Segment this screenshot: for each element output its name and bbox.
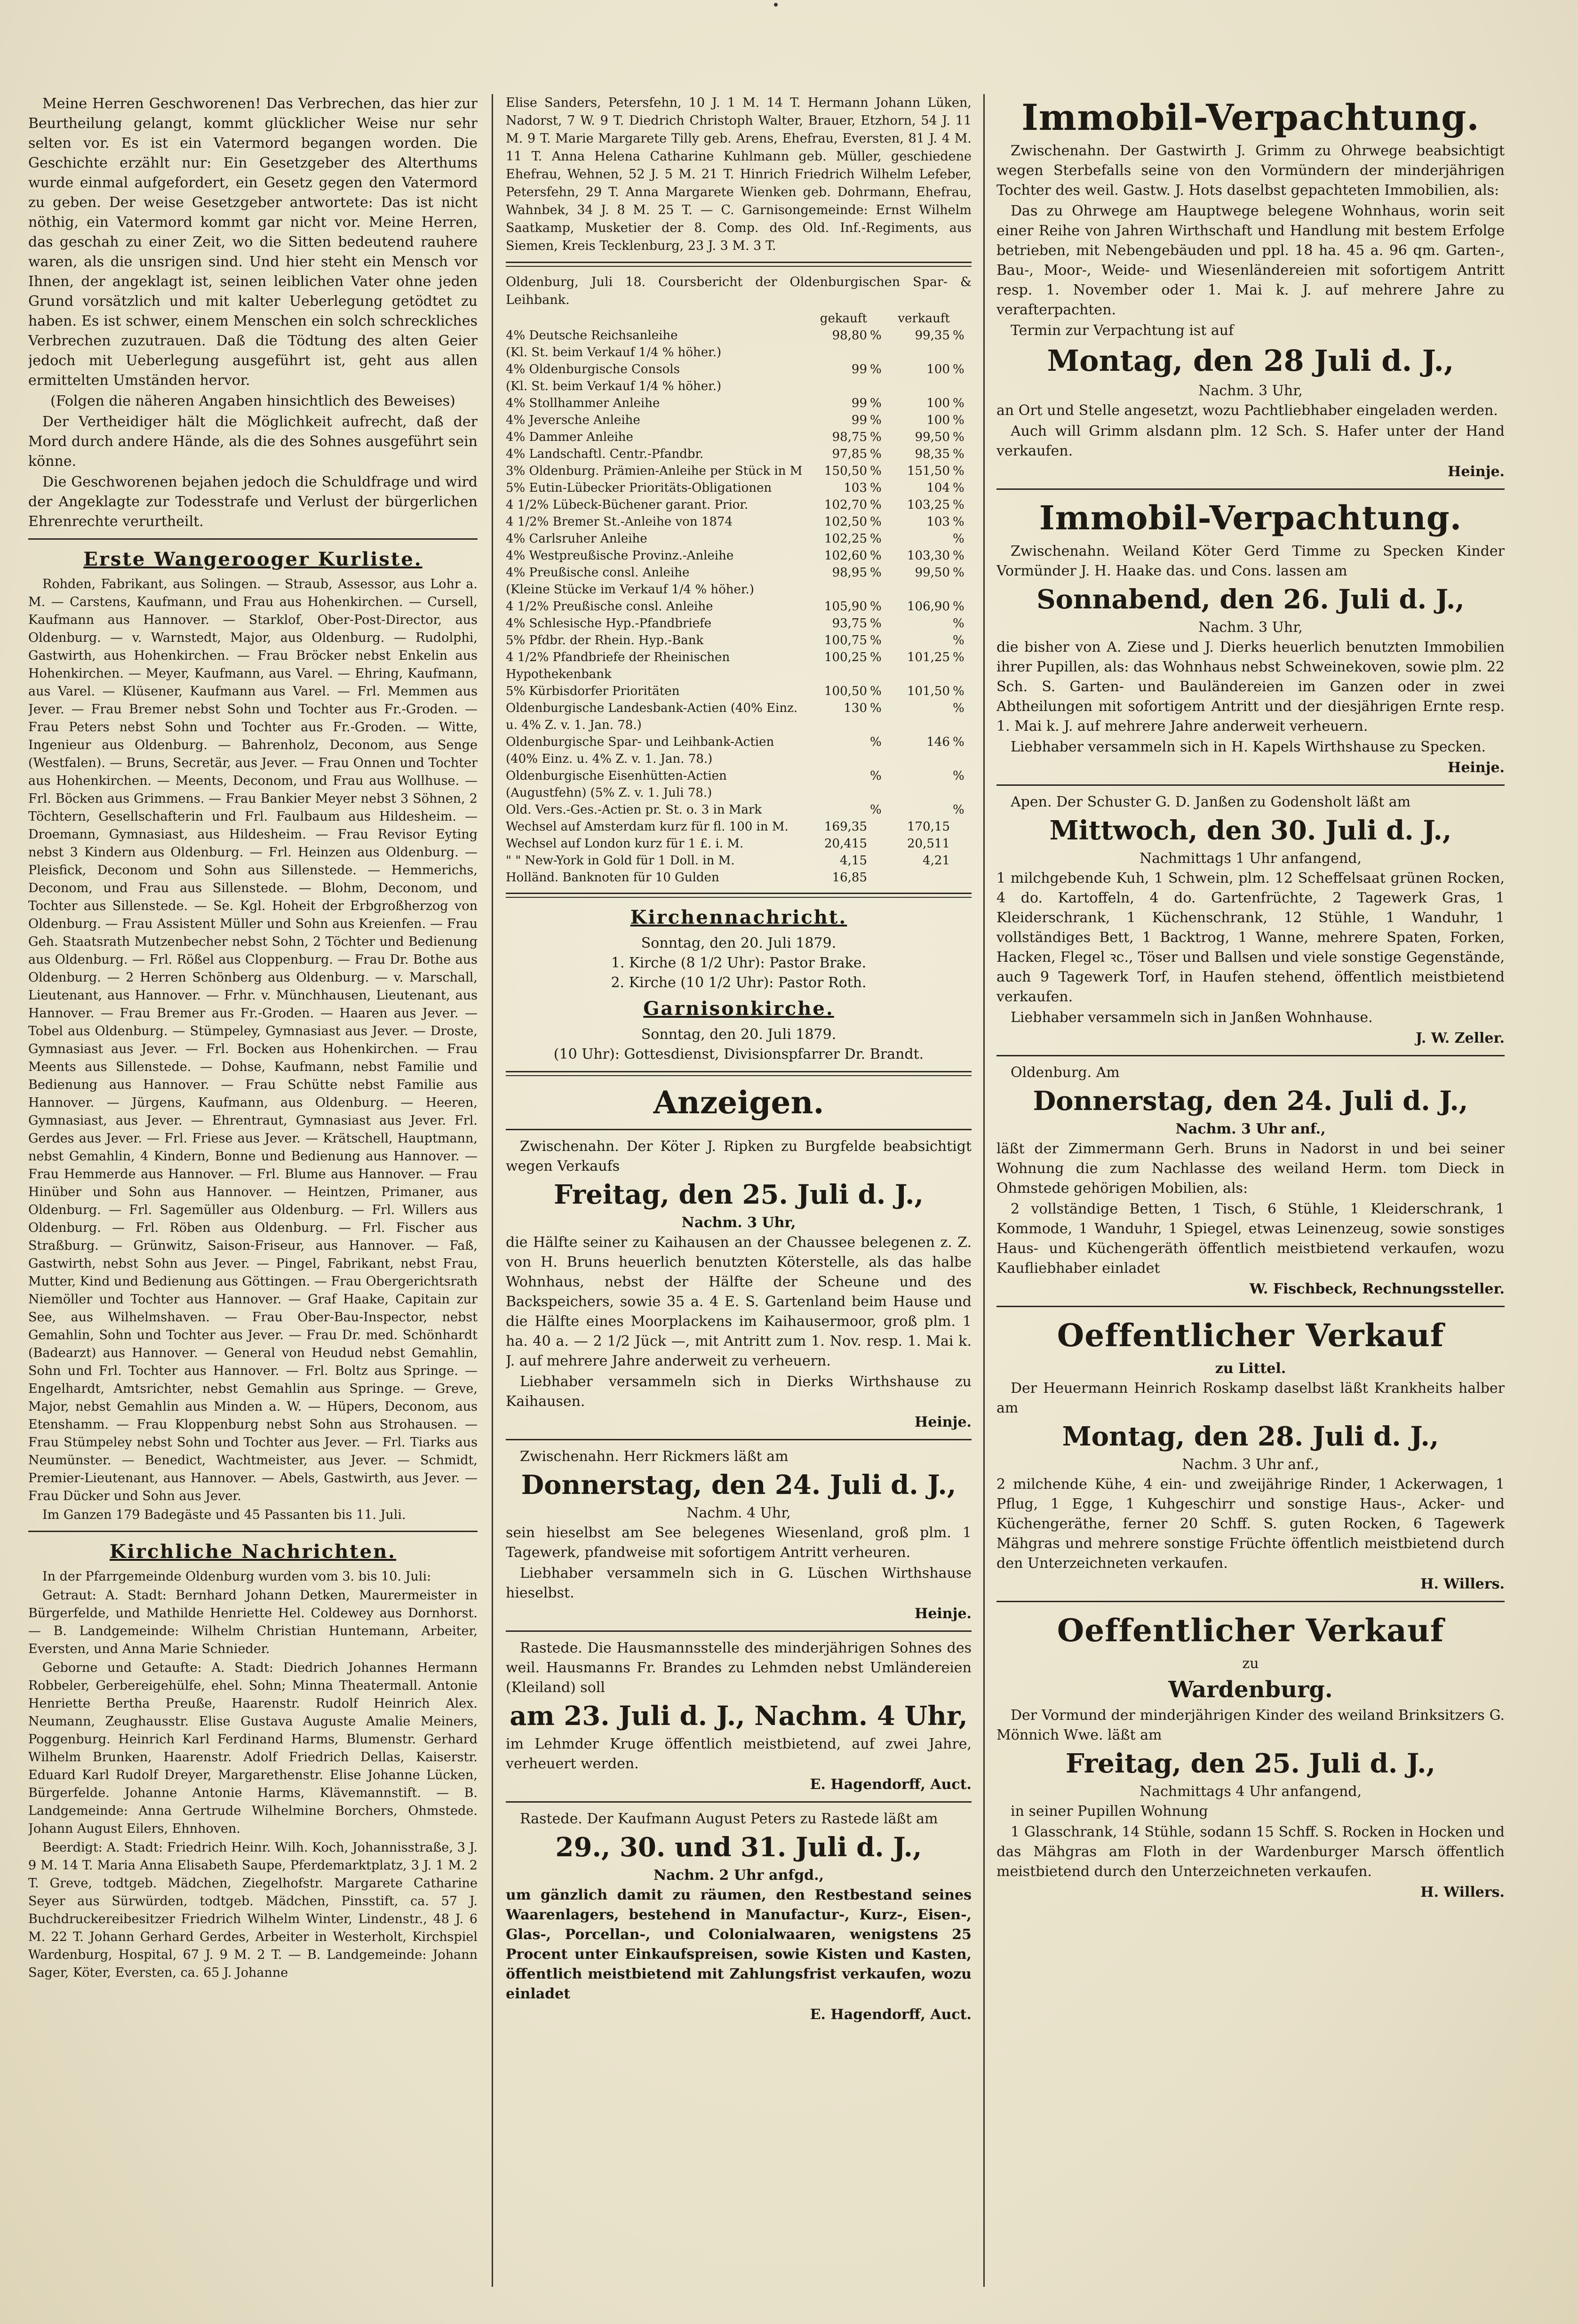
divider (996, 1306, 1505, 1307)
kursbericht-row (506, 683, 972, 700)
trial-note: (Folgen die näheren Angaben hinsichtlich des Beweises) (50, 393, 455, 409)
kirche-continued: Elise Sanders, Petersfehn, 10 J. 1 M. 14 T. Hermann Johann Lüken, Nadorst, 7 W. 9 T. Diedrich Christoph Walter, Brauer, Etzhorn, 54 J. 11 M. 9 T. Marie Margarete Tilly geb. Arens, Ehefrau, Eversten, 81 J. 4 M. 11 T. Anna Helena Catharine Kuhlmann geb. Müller, geschiedene Ehefrau, Wehnen, 52 J. 5 M. 21 T. Hinrich Friedrich Wilhelm Lefeber, Petersfehn, 29 T. Anna Margarete Wienken geb. Dohrmann, Ehefrau, Wahnbek, 34 J. 8 M. 25 T. — C. Garnisongemeinde: Ernst Wilhelm Saatkamp, Musketier der 8. Comp. des Old. Inf.-Regiments, aus Siemen, Kreis Tecklenburg, 23 J. 3 M. 3 T. (506, 96, 972, 253)
ov2-sub2: Wardenburg. (1168, 1677, 1333, 1703)
kursbericht-row (506, 479, 972, 496)
kursbericht-row (506, 598, 972, 615)
price-gekauft: 99 (851, 396, 867, 410)
kursbericht-row (506, 700, 972, 734)
unit: % (953, 549, 964, 563)
apen-signature: J. W. Zeller. (1415, 1030, 1505, 1046)
ov1-signature: H. Willers. (1420, 1576, 1505, 1592)
ad2-body2: Liebhaber versammeln sich in G. Lüschen Wirthshause hieselbst. (506, 1565, 972, 1601)
ad1-signature: Heinje. (914, 1414, 972, 1430)
unit: % (953, 599, 964, 614)
divider (996, 1055, 1505, 1056)
unit: % (953, 413, 964, 427)
price-verkauft: 4,21 (923, 854, 950, 868)
unit: % (870, 464, 882, 478)
kirche-beerdigt: Beerdigt: A. Stadt: Friedrich Heinr. Wilh. Koch, Johannisstraße, 3 J. 9 M. 14 T. Maria Anna Elisabeth Saupe, Pferdemarktplatz, 3 J. 1 M. 2 T. Greve, todtgeb. Mädchen, Ziegelhofstr. Margarete Catharine Seyer aus Sürwürden, todtgeb. Mädchen, Pinsstift, ca. 57 J. Buchdruckereibesitzer Friedrich Wilhelm Winter, Lindenstr., 48 J. 6 M. 22 T. Johann Gerhard Gerdes, Arbeiter in Westerholt, Kirchspiel Wardenburg, Hospital, 67 J. 9 M. 2 T. — B. Landgemeinde: Johann Sager, Köter, Eversten, ca. 65 J. Johanne (28, 1840, 478, 1980)
price-gekauft: 4,15 (840, 854, 867, 868)
unit: % (870, 362, 882, 376)
kurliste-title: Erste Wangerooger Kurliste. (83, 548, 422, 570)
unit: % (870, 515, 882, 529)
kursbericht-row (506, 446, 972, 463)
price-verkauft: 146 (926, 735, 950, 749)
imm1-date: Montag, den 28 Juli d. J., (1047, 343, 1454, 378)
kurliste-total: Im Ganzen 179 Badegäste und 45 Passanten bis 11. Juli. (42, 1508, 406, 1522)
imm1-body: Das zu Ohrwege am Hauptwege belegene Wohnhaus, worin seit einer Reihe von Jahren Wirthschaft und Handlung mit bestem Erfolge betrieben, mit Nebengebäuden und ppl. 18 ha. 45 a. 96 qm. Garten-, Bau-, Moor-, Weide- und Wiesenländereien mit sofortigem Antritt resp. 1. November oder 1. Mai k. J. auf mehrere Jahre zu verafterpachten. (996, 203, 1505, 318)
old-intro: Oldenburg. Am (1011, 1064, 1120, 1081)
ad1-body2: Liebhaber versammeln sich in Dierks Wirthshause zu Kaihausen. (506, 1374, 972, 1410)
security-name: 4 1/2% Bremer St.-Anleihe von 1874 (506, 515, 733, 529)
price-gekauft: 169,35 (824, 820, 867, 834)
kursbericht-row (506, 767, 972, 801)
price-verkauft: 103,25 (907, 498, 950, 512)
divider (506, 262, 972, 267)
ov2-intro: Der Vormund der minderjährigen Kinder des weiland Brinksitzers G. Mönnich Wwe. läßt am (996, 1707, 1505, 1743)
column-middle (506, 94, 972, 2296)
anzeigen-title: Anzeigen. (653, 1084, 824, 1121)
price-verkauft (889, 530, 950, 547)
ov2-date: Freitag, den 25. Juli d. J., (1066, 1748, 1435, 1779)
apen-date: Mittwoch, den 30. Juli d. J., (1049, 815, 1452, 846)
kirchennachricht-title: Kirchennachricht. (630, 906, 847, 928)
price-gekauft: 99 (851, 413, 867, 427)
price-verkauft: 106,90 (907, 599, 950, 614)
trial-paragraph-2: Der Vertheidiger hält die Möglichkeit aufrecht, daß der Mord durch andere Hände, als die des Sohnes ausgeführt sein könne. (28, 414, 478, 470)
unit (867, 852, 889, 869)
divider (506, 893, 972, 898)
price-gekauft: 20,415 (824, 837, 867, 851)
kursbericht-row (506, 649, 972, 683)
unit: % (953, 684, 964, 698)
unit (867, 378, 889, 395)
unit: % (953, 481, 964, 495)
unit: % (870, 566, 882, 580)
security-name: 4% Westpreußische Provinz.-Anleihe (506, 549, 734, 563)
price-verkauft (889, 801, 950, 818)
security-name: 5% Kürbisdorfer Prioritäten (506, 684, 680, 698)
security-name: 4 1/2% Lübeck-Büchener garant. Prior. (506, 498, 749, 512)
security-name: Oldenburgische Spar- und Leihbank-Actien (40% Einz. u. 4% Z. v. 1. Jan. 78.) (506, 735, 774, 766)
unit (950, 818, 972, 835)
gk-line-1: Sonntag, den 20. Juli 1879. (641, 1026, 837, 1043)
security-name: 5% Eutin-Lübecker Prioritäts-Obligationen (506, 481, 772, 495)
column-rule-2 (983, 94, 985, 2287)
divider (996, 488, 1505, 490)
price-verkauft: 101,50 (907, 684, 950, 698)
price-verkauft (889, 581, 950, 598)
price-gekauft: 16,85 (832, 871, 867, 885)
ad2-body: sein hieselbst am See belegenes Wiesenland, groß plm. 1 Tagewerk, pfandweise mit sofortigem Antritt verheuren. (506, 1525, 972, 1561)
kursbericht-row (506, 818, 972, 835)
unit (867, 344, 889, 361)
kirche-geborne: Geborne und Getaufte: A. Stadt: Diedrich Johannes Hermann Robbeler, Gerbereigehülfe, ehel. Sohn; Minna Theatermall. Antonie Henriette Bertha Preuße, Haarenstr. Rudolf Heinrich Alex. Neumann, Zeughausstr. Elise Gustava Auguste Amalie Meiners, Poggenburg. Heinrich Karl Ferdinand Harms, Blumenstr. Gerhard Wilhelm Brunken, Haarenstr. Adolf Friedrich Dellas, Kaiserstr. Eduard Karl Rudolf Dreyer, Margarethenstr. Elise Johanne Lücken, Bürgerfelde. Johanne Antonie Harms, Klävemannstift. — B. Landgemeinde: Anna Gertrude Wilhelmine Borchers, Ohmstede. Johann August Eilers, Ehnhoven. (28, 1661, 478, 1836)
price-gekauft: 97,85 (832, 447, 867, 461)
imm2-body2: Liebhaber versammeln sich in H. Kapels Wirthshause zu Specken. (1011, 739, 1486, 755)
unit: % (870, 396, 882, 410)
unit: % (953, 650, 964, 664)
kursbericht-row (506, 734, 972, 767)
price-verkauft: 103 (926, 515, 950, 529)
security-name: 4% Preußische consl. Anleihe (506, 566, 690, 580)
kursbericht-row (506, 463, 972, 479)
ad4-signature: E. Hagendorff, Auct. (810, 2006, 972, 2023)
kursbericht-row (506, 378, 972, 395)
kursbericht-row (506, 513, 972, 530)
kursbericht-rows (506, 310, 972, 886)
kursbericht-row (506, 496, 972, 513)
kirche-intro: In der Pfarrgemeinde Oldenburg wurden vom 3. bis 10. Juli: (42, 1569, 431, 1584)
gk-line-2: (10 Uhr): Gottesdienst, Divisionspfarrer Dr. Brandt. (553, 1046, 924, 1062)
price-gekauft: 102,25 (824, 532, 867, 546)
unit: % (953, 803, 964, 817)
security-name: (Kl. St. beim Verkauf 1/4 % höher.) (506, 379, 722, 393)
price-gekauft: 93,75 (832, 616, 867, 631)
price-verkauft: 99,50 (915, 566, 950, 580)
unit: % (953, 532, 964, 546)
garnisonkirche-title: Garnisonkirche. (643, 998, 834, 1020)
security-name: 4% Carlsruher Anleihe (506, 532, 647, 546)
col-verkauft: verkauft (898, 311, 950, 326)
security-name: 4% Stollhammer Anleihe (506, 396, 660, 410)
price-verkauft (889, 615, 950, 632)
security-name: 3% Oldenburg. Prämien-Anleihe per Stück in M (506, 464, 803, 478)
price-gekauft (806, 344, 867, 361)
imm1-title: Immobil-Verpachtung. (1021, 96, 1480, 138)
apen-time: Nachmittags 1 Uhr anfangend, (1139, 850, 1362, 867)
price-verkauft: 151,50 (907, 464, 950, 478)
price-verkauft: 20,511 (907, 837, 950, 851)
old-time: Nachm. 3 Uhr anf., (1175, 1121, 1326, 1137)
price-gekauft: 100,50 (824, 684, 867, 698)
unit (867, 869, 889, 886)
imm2-time: Nachm. 3 Uhr, (1198, 619, 1303, 636)
unit: % (870, 769, 882, 783)
price-gekauft: 150,50 (824, 464, 867, 478)
security-name: 4% Deutsche Reichsanleihe (506, 328, 678, 343)
kirche-getraut: Getraut: A. Stadt: Bernhard Johann Detken, Maurermeister in Bürgerfelde, und Mathilde Henriette Hel. Coldewey aus Dornhorst. — B. Landgemeinde: Wilhelm Christian Huntemann, Arbeiter, Eversten, und Anna Marie Schnieder. (28, 1588, 478, 1656)
price-gekauft (806, 378, 867, 395)
ov1-subtitle: zu Littel. (1215, 1360, 1286, 1377)
price-gekauft: 102,70 (824, 498, 867, 512)
old-body2: 2 vollständige Betten, 1 Tisch, 6 Stühle, 1 Kleiderschrank, 1 Kommode, 1 Wanduhr, 1 Spiegel, etwas Leinenzeug, sowie sonstiges Haus- und Küchengeräth öffentlich meistbietend verkaufen, wozu Kaufliebhaber einladet (996, 1201, 1505, 1277)
ov2-sub1: zu (1242, 1655, 1259, 1672)
ad2-signature: Heinje. (914, 1605, 972, 1622)
ad1-body: die Hälfte seiner zu Kaihausen an der Chaussee belegenen z. Z. von H. Bruns heuerlich benutzten Köterstelle, als das halbe Wohnhaus, nebst der Hälfte der Scheune und des Backspeichers, sowie 35 a. 4 E. S. Gartenland beim Hause und die Hälfte eines Moorplackens im Kaihausermoor, groß plm. 1 ha. 40 a. — 2 1/2 Jück —, mit Antritt zum 1. Nov. resp. 1. Mai k. J. auf mehrere Jahre anderweit zu verheuern. (506, 1234, 972, 1369)
unit: % (953, 566, 964, 580)
unit: % (870, 413, 882, 427)
ad3-intro: Rastede. Die Hausmannsstelle des minderjährigen Sohnes des weil. Hausmanns Fr. Brandes zu Lehmden nebst Umländereien (Kleiland) soll (506, 1640, 972, 1696)
old-signature: W. Fischbeck, Rechnungssteller. (1249, 1281, 1505, 1297)
price-gekauft: 100,75 (824, 633, 867, 647)
unit (950, 378, 972, 395)
security-name: Wechsel auf Amsterdam kurz für fl. 100 in M. (506, 820, 789, 834)
kursbericht-row (506, 547, 972, 564)
unit (867, 581, 889, 598)
price-gekauft: 98,95 (832, 566, 867, 580)
ad2-date: Donnerstag, den 24. Juli d. J., (521, 1469, 956, 1501)
kursbericht-row (506, 615, 972, 632)
ov2-signature: H. Willers. (1420, 1884, 1505, 1901)
price-gekauft: 103 (844, 481, 867, 495)
unit (867, 835, 889, 852)
security-name: Holländ. Banknoten für 10 Gulden (506, 871, 719, 885)
price-gekauft: 105,90 (824, 599, 867, 614)
divider (506, 1071, 972, 1076)
unit: % (870, 328, 882, 343)
unit: % (870, 684, 882, 698)
unit: % (870, 633, 882, 647)
trial-paragraph-3: Die Geschworenen bejahen jedoch die Schuldfrage und wird der Angeklagte zur Todesstrafe und Verlust der bürgerlichen Ehrenrechte verurtheilt. (28, 474, 478, 530)
divider (506, 1801, 972, 1803)
ad2-intro: Zwischenahn. Herr Rickmers läßt am (520, 1448, 789, 1465)
price-gekauft: 102,60 (824, 549, 867, 563)
imm1-body3: Auch will Grimm alsdann plm. 12 Sch. S. Hafer unter der Hand verkaufen. (996, 423, 1505, 459)
kursbericht-row (506, 869, 972, 886)
divider (506, 1129, 972, 1130)
old-date: Donnerstag, den 24. Juli d. J., (1033, 1086, 1468, 1117)
divider (996, 784, 1505, 786)
unit (950, 581, 972, 598)
price-verkauft: 101,25 (907, 650, 950, 664)
kursbericht-row (506, 429, 972, 446)
unit: % (953, 735, 964, 749)
unit: % (870, 701, 882, 715)
price-gekauft: 98,80 (832, 328, 867, 343)
ad4-body: um gänzlich damit zu räumen, den Restbestand seines Waarenlagers, bestehend in Manufactur-, Kurz-, Eisen-, Glas-, Porcellan-, und Colonialwaaren, wenigstens 25 Procent unter Einkaufspreisen, sowie Kisten und Kasten, öffentlich meistbietend mit Zahlungsfrist verkaufen, wozu einladet (506, 1887, 972, 2002)
kirche-title: Kirchliche Nachrichten. (109, 1541, 397, 1563)
price-verkauft (889, 632, 950, 649)
unit: % (953, 464, 964, 478)
apen-body2: Liebhaber versammeln sich in Janßen Wohnhause. (1011, 1009, 1373, 1026)
unit: % (870, 549, 882, 563)
ov2-body: in seiner Pupillen Wohnung (1011, 1803, 1208, 1820)
imm2-body: die bisher von A. Ziese und J. Dierks heuerlich benutzten Immobilien ihrer Pupillen, als: das Wohnhaus nebst Schweinekoven, sowie plm. 22 Sch. S. Garten- und Bauländereien im Ganzen oder in zwei Abtheilungen mit sofortigem Antritt und der diesjährigen Ernte resp. 1. Mai k. J. auf mehrere Jahre anderweit verheuern. (996, 639, 1505, 735)
column-right (996, 94, 1505, 2296)
security-name: Oldenburgische Eisenhütten-Actien (Augustfehn) (5% Z. v. 1. Juli 78.) (506, 769, 727, 800)
price-verkauft (889, 344, 950, 361)
unit (867, 818, 889, 835)
unit (950, 835, 972, 852)
price-verkauft: 100 (926, 396, 950, 410)
divider (996, 1601, 1505, 1602)
ad3-signature: E. Hagendorff, Auct. (810, 1776, 972, 1793)
divider (506, 1630, 972, 1632)
kursbericht-row (506, 395, 972, 412)
price-verkauft (889, 378, 950, 395)
imm1-time: Nachm. 3 Uhr, (1198, 383, 1303, 399)
security-name: 4% Dammer Anleihe (506, 430, 633, 444)
unit: % (870, 735, 882, 749)
security-name: 4% Oldenburgische Consols (506, 362, 680, 376)
unit: % (870, 532, 882, 546)
price-verkauft: 104 (926, 481, 950, 495)
kursbericht-row (506, 327, 972, 344)
price-verkauft: 100 (926, 362, 950, 376)
unit (950, 869, 972, 886)
kursbericht-header-row (506, 310, 972, 327)
divider (506, 1439, 972, 1440)
price-gekauft: 100,25 (824, 650, 867, 664)
unit: % (953, 616, 964, 631)
security-name: 4% Landschaftl. Centr.-Pfandbr. (506, 447, 704, 461)
kursbericht-row (506, 344, 972, 361)
security-name: 4% Jeversche Anleihe (506, 413, 640, 427)
ad1-date: Freitag, den 25. Juli d. J., (554, 1179, 924, 1210)
unit: % (953, 769, 964, 783)
apen-intro: Apen. Der Schuster G. D. Janßen zu Godensholt läßt am (1011, 794, 1411, 810)
kn-line-3: 2. Kirche (10 1/2 Uhr): Pastor Roth. (611, 974, 867, 991)
imm1-signature: Heinje. (1447, 463, 1505, 480)
unit: % (870, 498, 882, 512)
ad2-time: Nachm. 4 Uhr, (686, 1505, 791, 1521)
imm1-term: Termin zur Verpachtung ist auf (1011, 322, 1234, 339)
unit: % (953, 515, 964, 529)
price-verkauft (889, 767, 950, 801)
kurliste-text: Rohden, Fabrikant, aus Solingen. — Straub, Assessor, aus Lohr a. M. — Carstens, Kaufmann, und Frau aus Hohenkirchen. — Cursell, Kaufmann aus Hannover. — Starklof, Ober-Post-Director, aus Oldenburg. — v. Warnstedt, Major, aus Oldenburg. — Rudolphi, Gastwirth, aus Hohenkirchen. — Frau Bröcker nebst Enkelin aus Hohenkirchen. — Meyer, Kaufmann, aus Varel. — Ehring, Kaufmann, aus Varel. — Klüsener, Kaufmann aus Varel. — Frl. Memmen aus Jever. — Frau Bremer nebst Sohn und Tochter aus Fr.-Groden. — Frau Peters nebst Sohn und Tochter aus Fr.-Groden. — Witte, Ingenieur aus Oldenburg. — Bahrenholz, Deconom, aus Senge (Westfalen). — Bruns, Secretär, aus Jever. — Frau Onnen und Tochter aus Hohenkirchen. — Meents, Deconom, und Frau aus Wollhuse. — Frl. Böcken aus Grimmens. — Frau Bankier Meyer nebst 3 Söhnen, 2 Töchtern, Gesellschafterin und Frl. Faulbaum aus Hildesheim. — Droemann, Gymnasiast, aus Hildesheim. — Frau Revisor Eyting nebst 3 Kindern aus Oldenburg. — Frl. Heinzen aus Oldenburg. — Pleisfick, Deconom und Sohn aus Sillenstede. — Hemmerichs, Deconom, und Frau aus Sillenstede. — Blohm, Deconom, und Tochter aus Sillenstede. — Se. Kgl. Hoheit der Erbgroßherzog von Oldenburg. — Frau Assistent Müller und Sohn aus Kreienfen. — Frau Geh. Staatsrath Mutzenbecher nebst Sohn, 2 Töchter und Bedienung aus Oldenburg. — Frl. Rößel aus Cloppenburg. — Frau Dr. Bothe aus Oldenburg. — 2 Herren Schönberg aus Oldenburg. — v. Marschall, Lieutenant, aus Hannover. — Frhr. v. Münchhausen, Lieutenant, aus Hannover. — Frau Bremer aus Fr.-Groden. — Haaren aus Jever. — Tobel aus Oldenburg. — Stümpeley, Gymnasiast aus Jever. — Droste, Gymnasiast aus Jever. — Frl. Bocken aus Hohenkirchen. — Frau Meents aus Sillenstede. — Dohse, Kaufmann, nebst Familie und Bedienung aus Hannover. — Frau Schütte nebst Familie aus Hannover. — Jürgens, Kaufmann, aus Oldenburg. — Heeren, Gymnasiast, aus Jever. — Ehrentraut, Gymnasiast aus Jever. Frl. Gerdes aus Jever. — Frl. Friese aus Jever. — Krätschell, Hauptmann, nebst Gemahlin, 4 Kindern, Bonne und Bedienung aus Hannover. — Frau Hemmerde aus Hannover. — Frl. Blume aus Hannover. — Frau Hinüber und Sohn aus Hannover. — Heintzen, Primaner, aus Oldenburg. — Frl. Sagemüller aus Oldenburg. — Frl. Willers aus Oldenburg. — Frl. Röben aus Oldenburg. — Frl. Fischer aus Straßburg. — Grünwitz, Saison-Friseur, aus Hannover. — Faß, Gastwirth, nebst Sohn aus Jever. — Pingel, Fabrikant, nebst Frau, Mutter, Kind und Bedienung aus Göttingen. — Frau Obergerichtsrath Niemöller und Tochter aus Hannover. — Graf Haake, Capitain zur See, aus Wilhelmshaven. — Frau Ober-Bau-Inspector, nebst Gemahlin, Sohn und Tochter aus Jever. — Frau Dr. med. Schönhardt (Badearzt) aus Hannover. — General von Heudud nebst Gemahlin, Sohn und Frl. Tochter aus Hannover. — Frl. Boltz aus Springe. — Engelhardt, Amtsrichter, nebst Gemahlin aus Springe. — Greve, Major, nebst Gemahlin aus Minden a. W. — Hüpers, Deconom, aus Etenshamm. — Frau Kloppenburg nebst Sohn aus Strohausen. — Frau Stümpeley nebst Sohn und Tochter aus Jever. — Frl. Tiarks aus Neumünster. — Benedict, Wachtmeister, aus Jever. — Schmidt, Premier-Lieutenant, aus Hannover. — Abels, Gastwirth, aus Jever. — Frau Dücker und Sohn aus Jever. (28, 577, 478, 1503)
price-gekauft (806, 581, 867, 598)
column-left (28, 94, 478, 2296)
unit: % (953, 447, 964, 461)
kursbericht-table (506, 310, 972, 886)
security-name: " " New-York in Gold für 1 Doll. in M. (506, 854, 735, 868)
unit: % (953, 328, 964, 343)
kursbericht-row (506, 564, 972, 581)
ov1-intro: Der Heuermann Heinrich Roskamp daselbst läßt Krankheits halber am (996, 1380, 1505, 1416)
price-verkauft (889, 700, 950, 734)
imm2-signature: Heinje. (1447, 759, 1505, 776)
price-verkauft: 98,35 (915, 447, 950, 461)
kursbericht-head: Oldenburg, Juli 18. Coursbericht der Oldenburgischen Spar- & Leihbank. (506, 275, 972, 307)
security-name: Wechsel auf London kurz für 1 £. i. M. (506, 837, 744, 851)
column-rule-1 (492, 94, 493, 2287)
security-name: (Kl. St. beim Verkauf 1/4 % höher.) (506, 345, 722, 359)
price-verkauft: 99,35 (915, 328, 950, 343)
kursbericht-row (506, 530, 972, 547)
divider (28, 1531, 478, 1532)
ov1-time: Nachm. 3 Uhr anf., (1182, 1456, 1319, 1473)
unit: % (953, 396, 964, 410)
unit: % (953, 362, 964, 376)
unit: % (953, 701, 964, 715)
unit: % (870, 650, 882, 664)
kursbericht-row (506, 835, 972, 852)
kn-line-2: 1. Kirche (8 1/2 Uhr): Pastor Brake. (611, 955, 867, 971)
apen-body: 1 milchgebende Kuh, 1 Schwein, plm. 12 Scheffelsaat grünen Rocken, 4 do. Kartoffeln, 4 do. Gartenfrüchte, 2 Tagewerk Gras, 1 Kleiderschrank, 1 Küchenschrank, 12 Stühle, 1 Wanduhr, 1 vollständiges Bett, 1 Backtrog, 1 Wanne, mehrere Spaten, Forken, Hacken, Flegel ꝛc., Töser und Ballsen und viele sonstige Gegenstände, auch 9 Tagewerk Torf, in Haufen stehend, öffentlich meistbietend verkaufen. (996, 870, 1505, 1005)
kursbericht-row (506, 801, 972, 818)
price-verkauft: 100 (926, 413, 950, 427)
price-gekauft (806, 734, 867, 767)
ov1-title: Oeffentlicher Verkauf (1057, 1317, 1444, 1354)
divider (28, 538, 478, 540)
security-name: Oldenburgische Landesbank-Actien (40% Einz. u. 4% Z. v. 1. Jan. 78.) (506, 701, 798, 732)
price-verkauft: 103,30 (907, 549, 950, 563)
kursbericht-row (506, 361, 972, 378)
unit: % (953, 430, 964, 444)
ov1-body: 2 milchende Kühe, 4 ein- und zweijährige Rinder, 1 Ackerwagen, 1 Pflug, 1 Egge, 1 Kuhgeschirr und sonstige Haus-, Acker- und Küchengeräthe, ferner 20 Schff. S. guten Rocken, 6 Tagewerk Mähgras und mehrere sonstige Früchte öffentlich meistbietend durch den Unterzeichneten verkaufen. (996, 1476, 1505, 1572)
ad4-time: Nachm. 2 Uhr anfgd., (653, 1867, 824, 1884)
unit: % (953, 633, 964, 647)
ad1-time: Nachm. 3 Uhr, (681, 1214, 796, 1231)
imm2-intro: Zwischenahn. Weiland Köter Gerd Timme zu Specken Kinder Vormünder J. H. Haake das. und Cons. lassen am (996, 543, 1505, 579)
kn-line-1: Sonntag, den 20. Juli 1879. (641, 935, 837, 951)
price-gekauft: 99 (851, 362, 867, 376)
security-name: 4 1/2% Preußische consl. Anleihe (506, 599, 713, 614)
imm2-date: Sonnabend, den 26. Juli d. J., (1036, 584, 1465, 615)
imm1-intro: Zwischenahn. Der Gastwirth J. Grimm zu Ohrwege beabsichtigt wegen Sterbefalls seine von den Vormündern der minderjährigen Tochter des weil. Gastw. J. Hots daselbst gepachteten Immobilien, als: (996, 143, 1505, 199)
ad1-intro: Zwischenahn. Der Köter J. Ripken zu Burgfelde beabsichtigt wegen Verkaufs (506, 1138, 972, 1174)
page-mark (774, 3, 778, 7)
col-gekauft: gekauft (820, 311, 867, 326)
security-name: 4 1/2% Pfandbriefe der Rheinischen Hypothekenbank (506, 650, 730, 681)
old-body: läßt der Zimmermann Gerh. Bruns in Nadorst in und bei seiner Wohnung die zum Nachlasse des weiland Herm. tom Dieck in Ohmstede gehörigen Mobilien, als: (996, 1141, 1505, 1197)
unit: % (870, 447, 882, 461)
price-verkauft: 99,50 (915, 430, 950, 444)
ad3-body: im Lehmder Kruge öffentlich meistbietend, auf zwei Jahre, verheuert werden. (506, 1736, 972, 1772)
ov2-title: Oeffentlicher Verkauf (1057, 1612, 1444, 1649)
kursbericht-row (506, 412, 972, 429)
ov2-body2: 1 Glasschrank, 14 Stühle, sodann 15 Schff. S. Rocken in Hocken und das Mähgras am Floth in der Wardenburger Marsch öffentlich meistbietend durch den Unterzeichneten verkaufen. (996, 1824, 1505, 1880)
kursbericht-row (506, 632, 972, 649)
ad4-date: 29., 30. und 31. Juli d. J., (555, 1832, 922, 1863)
unit: % (870, 803, 882, 817)
price-verkauft (889, 869, 950, 886)
ad3-date: am 23. Juli d. J., Nachm. 4 Uhr, (510, 1701, 968, 1732)
unit: % (953, 498, 964, 512)
unit (950, 852, 972, 869)
unit: % (870, 616, 882, 631)
security-name: (Kleine Stücke im Verkauf 1/4 % höher.) (506, 583, 754, 597)
security-name: 5% Pfdbr. der Rhein. Hyp.-Bank (506, 633, 704, 647)
price-gekauft: 102,50 (824, 515, 867, 529)
ad4-intro: Rastede. Der Kaufmann August Peters zu Rastede läßt am (520, 1811, 938, 1827)
kursbericht-row (506, 852, 972, 869)
kursbericht-row (506, 581, 972, 598)
ov1-date: Montag, den 28. Juli d. J., (1062, 1421, 1439, 1452)
security-name: Old. Vers.-Ges.-Actien pr. St. o. 3 in Mark (506, 803, 762, 817)
price-gekauft: 130 (844, 701, 867, 715)
price-gekauft: 98,75 (832, 430, 867, 444)
price-gekauft (806, 767, 867, 801)
unit (950, 344, 972, 361)
imm1-body2: an Ort und Stelle angesetzt, wozu Pachtliebhaber eingeladen werden. (996, 402, 1498, 419)
imm2-title: Immobil-Verpachtung. (1039, 498, 1462, 537)
price-verkauft: 170,15 (907, 820, 950, 834)
security-name: 4% Schlesische Hyp.-Pfandbriefe (506, 616, 712, 631)
unit: % (870, 599, 882, 614)
trial-paragraph-1: Meine Herren Geschworenen! Das Verbrechen, das hier zur Beurtheilung gelangt, kommt glücklicher Weise nur sehr selten vor. Es ist ein Vatermord begangen worden. Die Geschichte erzählt nur: Ein Gesetzgeber des Alterthums wurde einmal aufgefordert, ein Gesetz gegen den Vatermord zu geben. Der weise Gesetzgeber antwortete: Das ist nicht nöthig, ein Vatermord kommt gar nicht vor. Meine Herren, das geschah zu einer Zeit, wo die Sitten bedeutend rauhere waren, als die unsrigen sind. Und hier steht ein Mensch vor Ihnen, der angeklagt ist, seinen leiblichen Vater ohne jeden Grund vorsätzlich und mit kalter Ueberlegung getödtet zu haben. Es ist schwer, einem Menschen ein solch schreckliches Verbrechen zuzutrauen. Daß die Tödtung des alten Geier jedoch mit Ueberlegung ausgeführt ist, geht aus allen ermittelten Umständen hervor. (28, 96, 478, 389)
unit: % (870, 430, 882, 444)
unit: % (870, 481, 882, 495)
price-gekauft (806, 801, 867, 818)
ov2-time: Nachmittags 4 Uhr anfangend, (1139, 1783, 1362, 1800)
